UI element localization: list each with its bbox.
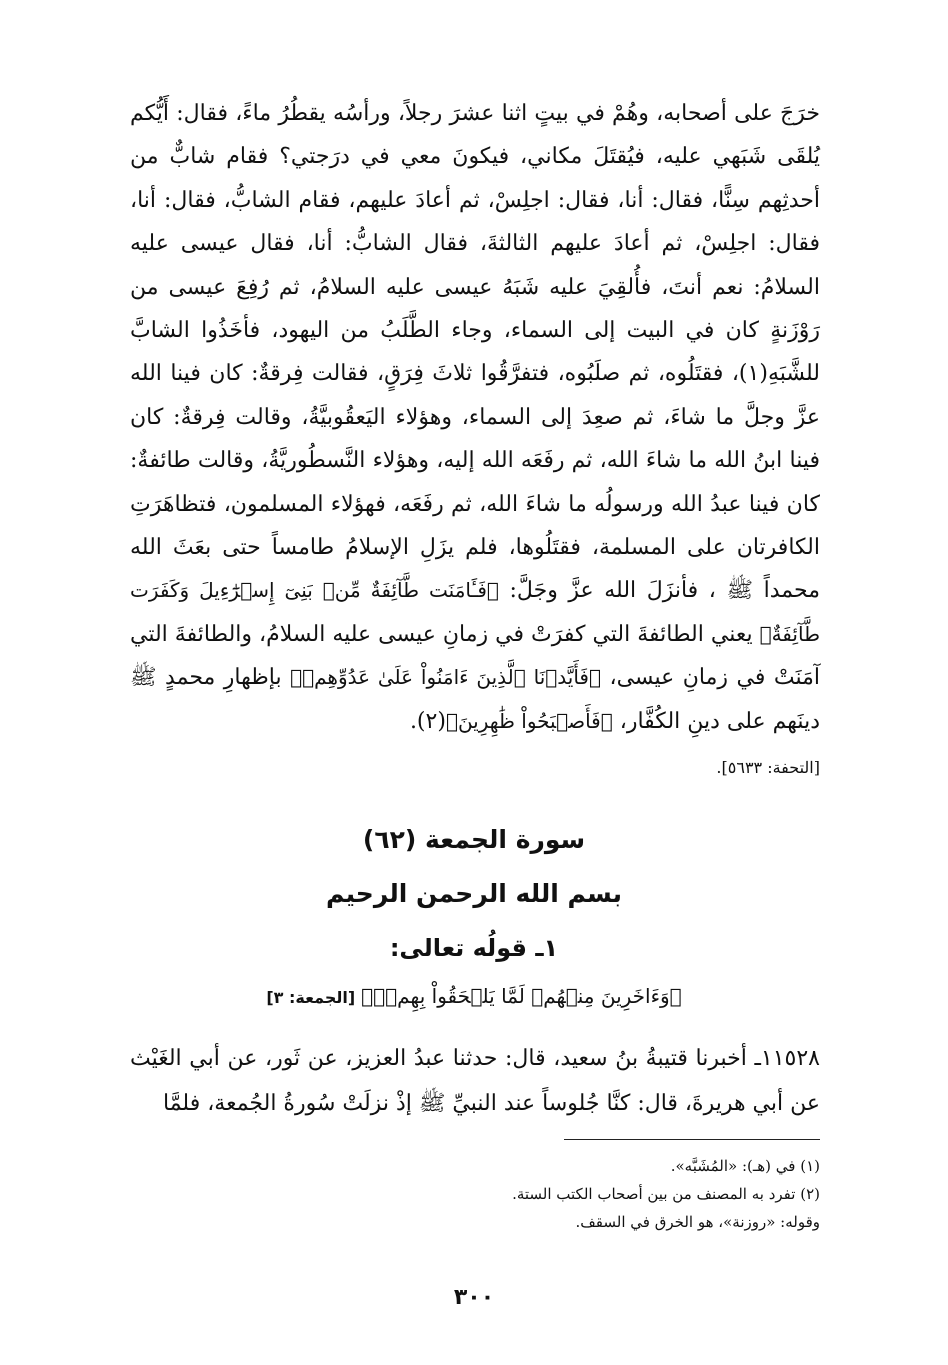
footnote-1: (١) في (هـ): «المُشَبَّه».: [670, 1157, 820, 1175]
surah-header: [0, 820, 948, 1018]
quran-verse-3: ﴿فَأَصۡبَحُواْ ظَٰهِرِينَ﴾: [445, 708, 613, 733]
verse-line: [0, 976, 948, 1018]
verse-text: ﴿وَءَاخَرِينَ مِنۡهُمۡ لَمَّا يَلۡحَقُواْ بِهِمۡۚ﴾: [361, 984, 682, 1008]
footnotes: [130, 1152, 820, 1236]
source-reference: [التحفة: ٥٦٣٣].: [716, 758, 820, 777]
paragraph-text: [130, 92, 820, 743]
page-number: ٣٠٠: [453, 1285, 495, 1310]
paragraph-explanation: يعني الطائفةَ التي كفرَتْ في زمانِ عيسى عليه السلامُ، والطائفةَ التي آمَنَتْ في زمانِ عيسى،: [130, 621, 820, 691]
hadith-paragraph: [130, 1036, 820, 1126]
footnote-divider: [564, 1139, 820, 1140]
footnote-3: وقوله: «روزنة»، هو الخرق في السقف.: [575, 1213, 820, 1231]
footnote-2: (٢) تفرد به المصنف من بين أصحاب الكتب الستة.: [512, 1185, 820, 1203]
paragraph-explanation-2: بإظهارِ محمدٍ ﷺ دينَهم على دينِ الكُفَّار،: [130, 665, 820, 734]
hadith-text: ١١٥٢٨ـ أخبرنا قتيبةُ بنُ سعيد، قال: حدثنا عبدُ العزيز، عن ثَور، عن أبي الغَيْث عن أبي هريرةَ، قال: كنَّا جُلوساً عند النبيِّ ﷺ إذْ نزلَتْ سُورةُ الجُمعة، فلمَّا: [130, 1046, 820, 1116]
quran-verse-2: ﴿فَأَيَّدۡنَا ٱلَّذِينَ ءَامَنُواْ عَلَىٰ عَدُوِّهِمۡ﴾: [290, 665, 601, 690]
quran-verse-1: ﴿فَـَٔامَنَت طَّآئِفَةٌ مِّنۢ بَنِىٓ إِسۡرَٰٓءِيلَ وَكَفَرَت طَّآئِفَةٌ﴾: [130, 578, 820, 646]
paragraph-opening: خرَجَ على أصحابه، وهُمْ في بيتٍ اثنا عشرَ رجلاً، ورأسُه يقطُرُ ماءً، فقال: أَيُّكم يُلقَى شَبَهي عليه، فيُقتَلَ مكاني، فيكونَ معي في درَجتي؟ فقام شابٌّ من أحدثِهم سِنًّا، فقال: أنا، فقال: اجلِسْ، ثم أعادَ عليهم، فقام الشابُّ، فقال: أنا، فقال: اجلِسْ، ثم أعادَ عليهم الثالثةَ، فقال الشابُّ: أنا، فقال عيسى عليه السلامُ: نعم أنتَ، فأُلقِيَ عليه شَبَهُ عيسى عليه السلامُ، ثم رُفِعَ عيسى من رَوْزَنةٍ كان في البيت إلى السماء، وجاء الطَّلَبُ من اليهود، فأخَذُوا الشابَّ للشَّبَهِ(١)، فقتَلُوه، ثم صلَبُوه، فتفرَّقُوا ثلاثَ فِرَقٍ، فقالت فِرقةٌ: كان فينا الله عزَّ وجلَّ ما شاءَ، ثم صعِدَ إلى السماء، وهؤلاء اليَعقُوبيَّةُ، وقالت فِرقةٌ: كان فينا ابنُ الله ما شاءَ الله، ثم رفَعَه الله إليه، وهؤلاء النَّسطُوريَّةُ، وقالت طائفةٌ: كان فينا عبدُ الله ورسولُه ما شاءَ الله، ثم رفَعَه، فهؤلاء المسلمون، فتظاهَرَتِ الكافرتان على المسلمة، فقتَلُوها، فلم يزَلِ الإسلامُ طامساً حتى بعَثَ الله محمداً ﷺ ، فأنزَلَ الله عزَّ وجَلَّ:: [130, 101, 820, 604]
basmala: بسم الله الرحمن الرحيم: [326, 879, 622, 908]
surah-title: سورة الجمعة (٦٢): [362, 825, 586, 854]
verse-reference: [الجمعة: ٣]: [266, 988, 356, 1007]
main-paragraph: [130, 92, 820, 743]
section-heading: ١ـ قولُه تعالى:: [389, 934, 559, 962]
footnote-marker-2: (٢).: [409, 708, 446, 734]
